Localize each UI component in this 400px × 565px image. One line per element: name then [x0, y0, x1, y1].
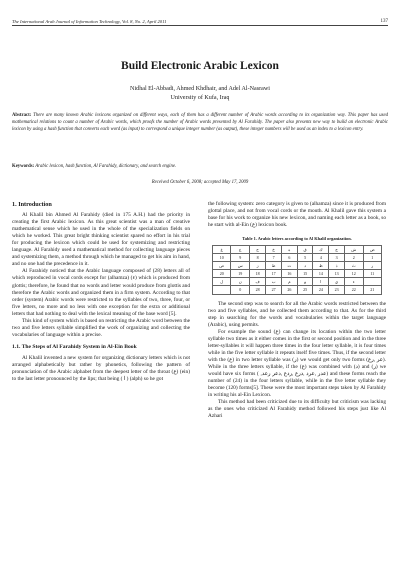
abstract	[12, 112, 388, 133]
table-cell: د	[297, 262, 313, 270]
table-cell: 25	[297, 286, 313, 294]
table-cell: ر	[363, 262, 381, 270]
table-cell: 26	[281, 286, 297, 294]
table-row	[213, 286, 382, 294]
table-cell: ء	[344, 278, 363, 286]
table-cell: ك	[313, 246, 329, 254]
abstract-text: There are many known Arabic lexicons organized on different ways, each of them has a different number of Arabic words according to its organization way. This paper has used mathematical relations to count a number of Arabic words, which proofs the number of Arabic words presented by Al Farahidy. The paper also presents new way to build an electronic Arabic lexicon by using a hash function that converts each word (as input) to correspond a unique integer number (as output), these integer numbers will be used as an index to a lexicon entry.	[12, 113, 388, 132]
table-cell: 22	[344, 286, 363, 294]
table-cell: ت	[281, 262, 297, 270]
paragraph: Al Khalil bin Ahmed Al Farahidy (died in 175 A.H.) had the priority in creating the first Arabic lexicon. As this great scientist was a man of creative mathematical sense which he used in the whole of the specialization fields on which he worked. This great bright thinking scientist spared no effort in his trial for producing the lexicon which could be used for systemizing and restricting language. Al Farahidy used a mathematical method for collecting language pieces and systemizing them, a method through which he managed to get his aim in hand, and no one had the precedence in it.	[12, 212, 190, 268]
table-cell: 23	[329, 286, 345, 294]
received-dates: Received October 6, 2008; accepted May 17, 2009	[151, 180, 249, 185]
table-cell	[213, 286, 231, 294]
table-cell: ح	[249, 246, 265, 254]
table-cell: 0	[231, 286, 250, 294]
table-cell: ي	[329, 278, 345, 286]
table-cell: ه	[281, 246, 297, 254]
paragraph: Al Khalil invented a new system for organizing dictionary letters which is not arranged alphabetically but rather by phonetics, following the pattern of pronunciation of the Arabic alphabet from the deepest letter of the throat (ع) (ein) to the last letter pronounced by the lips; that being ( ا ) (alph) so he got	[12, 354, 190, 383]
paragraph: the following system: zero category is given to (alhamza) since it is produced from glottal place, and not from vocal cords or the mouth. Al Khalil gave this system a base for his work to organize his new lexicon, and naming each letter as a book, so he start with al-Ein (ع) lexicon book.	[208, 201, 386, 229]
table-cell: غ	[213, 246, 231, 254]
table-cell: و	[297, 278, 313, 286]
table-caption: Table 1. Arabic letters according to Al Khalil organization.	[242, 236, 352, 242]
table-cell: ش	[344, 246, 363, 254]
table-cell: 18	[249, 270, 265, 278]
table-cell: ظ	[313, 262, 329, 270]
paragraph: This method had been criticized due to its difficulty but criticism was lacking as the ones who criticized Al Farahidy method followed his steps just like Al Azhari	[208, 399, 386, 420]
table-cell: 27	[266, 286, 282, 294]
header-rule	[12, 25, 388, 26]
running-header	[12, 14, 388, 24]
table-cell: 9	[231, 254, 250, 262]
table-cell: ز	[249, 262, 265, 270]
table-cell: س	[231, 262, 250, 270]
table-cell	[363, 278, 381, 286]
table-cell: ث	[344, 262, 363, 270]
paper-title: Build Electronic Arabic Lexicon	[121, 60, 279, 72]
left-column	[12, 201, 190, 383]
paragraph: The second step was to search for all the Arabic words restricted between the two and five syllables, and he collected them according to that. As for the third step in searching for the words and vocabularies within the target language (Arabic), using permits.	[208, 300, 386, 328]
table-cell: 3	[329, 254, 345, 262]
table-cell: 2	[344, 254, 363, 262]
table-cell: 17	[266, 270, 282, 278]
table-cell: خ	[266, 246, 282, 254]
table-cell: 28	[249, 286, 265, 294]
authors: Nidhal El-Abbadi, Ahmed Khdhair, and Adel Al-Nasrawi	[130, 86, 270, 92]
table-row	[213, 278, 382, 286]
table-cell: 4	[313, 254, 329, 262]
table-cell: ع	[231, 246, 250, 254]
table-cell: 19	[231, 270, 250, 278]
affiliation: University of Kufa, Iraq	[170, 95, 230, 101]
table-row	[213, 270, 382, 278]
keywords-text: Arabic lexicon, hash function, Al Farahidy, dictionary, and search engine.	[35, 164, 177, 169]
table-cell: 15	[297, 270, 313, 278]
table-cell: ص	[213, 262, 231, 270]
abstract-label: Abstract:	[12, 113, 32, 118]
table-cell: ض	[363, 246, 381, 254]
paragraph: This kind of system which is based on restricting the Arabic word between the two and five letters syllable simplified the work of organizing and collecting the vocabularies of language within a precise.	[12, 317, 190, 338]
table-cell: ط	[266, 262, 282, 270]
table-cell: 10	[213, 254, 231, 262]
keywords-label: Keywords:	[12, 164, 35, 169]
table-cell: ج	[329, 246, 345, 254]
table-row	[213, 246, 382, 254]
table-row	[213, 254, 382, 262]
journal-citation: The International Arab Journal of Information Technology, Vol. 8, No. 2, April 2011	[12, 19, 167, 24]
keywords	[12, 164, 388, 169]
table-cell: 16	[281, 270, 297, 278]
table-cell: ن	[231, 278, 250, 286]
table-cell: ا	[313, 278, 329, 286]
table-cell: ب	[266, 278, 282, 286]
table-cell: م	[281, 278, 297, 286]
table-cell: 7	[266, 254, 282, 262]
section-heading-introduction: 1. Introduction	[12, 201, 52, 208]
table-cell: ل	[213, 278, 231, 286]
table-cell: 21	[363, 286, 381, 294]
table-row	[213, 262, 382, 270]
table-cell: 8	[249, 254, 265, 262]
table-cell: 6	[281, 254, 297, 262]
table-cell: 24	[313, 286, 329, 294]
right-column	[208, 201, 386, 420]
table-cell: 11	[363, 270, 381, 278]
subsection-heading: 1.1. The Steps of Al Farahidy System in Al-Ein Book	[12, 343, 137, 350]
table-cell: 20	[213, 270, 231, 278]
table-cell: 12	[344, 270, 363, 278]
arabic-letters-table	[212, 245, 382, 294]
paragraph: For example the sound (ع) can change its location within the two letter syllable two times as it either comes in the first or second position and in the three letter-syllables it will happen three times in the four letter syllable, it is four times while in the five letter syllable it repeats itself five times. Thus, if the second letter with the (ع) in two letter syllable was (ر) we would get only two forms (عر ,رع). While in the three letters syllable, if the (ع) was combined with (د) and (ر) we would have six forms ( ,عدر ,عرد ,درع ,ردع ,دعر رعد) and these forms reach the number of (24) in the four letters syllable, while in the five letter syllable they become (120) forms[5]. These were the most important steps taken by Al Farahidy in writing his al-Ein Lexicon.	[208, 328, 387, 399]
paragraph: Al Farahidy noticed that the Arabic language composed of (28) letters all of which reproduced in vocal cords except for (alhamza) (ء) which is produced from glottis; therefore, he found that no words and letter would produce from glottis and therefore the Arabic words and organized them in a firm system. According to that order (system) Arabic words were restricted to the syllables of two, three, four, or five letters, no more and no less with one exception for the extra or additional letters that had nothing to deal with the lexical meaning of the base word [5].	[12, 268, 190, 317]
table-cell: 14	[313, 270, 329, 278]
table-cell: ق	[297, 246, 313, 254]
table-cell: 13	[329, 270, 345, 278]
page-number: 137	[380, 19, 388, 24]
table-cell: 1	[363, 254, 381, 262]
table-cell: 5	[297, 254, 313, 262]
table-cell: ف	[249, 278, 265, 286]
table-cell: ذ	[329, 262, 345, 270]
